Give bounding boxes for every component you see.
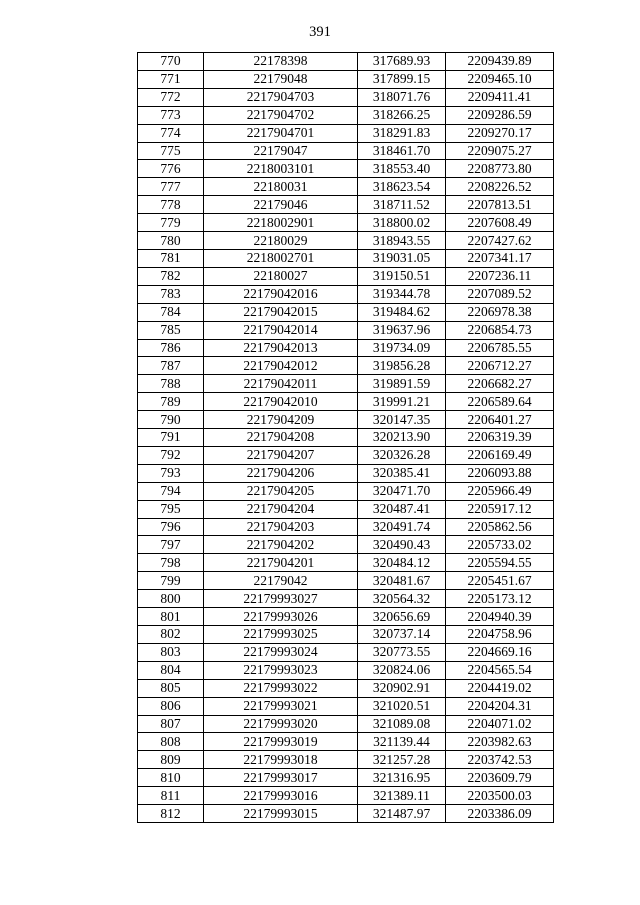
point-id-cell: 22179993024 [204, 643, 358, 661]
x-coordinate-cell: 321389.11 [358, 787, 446, 805]
point-number-cell: 772 [138, 88, 204, 106]
point-id-cell: 2217904204 [204, 500, 358, 518]
x-coordinate-cell: 320824.06 [358, 661, 446, 679]
point-id-cell: 2217904209 [204, 411, 358, 429]
table-row [138, 500, 554, 518]
table-row [138, 411, 554, 429]
table-row [138, 733, 554, 751]
x-coordinate-cell: 321257.28 [358, 751, 446, 769]
table-row [138, 661, 554, 679]
point-number-cell: 805 [138, 679, 204, 697]
x-coordinate-cell: 319150.51 [358, 267, 446, 285]
x-coordinate-cell: 320326.28 [358, 446, 446, 464]
point-id-cell: 2217904202 [204, 536, 358, 554]
point-id-cell: 22179993021 [204, 697, 358, 715]
point-id-cell: 22179042010 [204, 393, 358, 411]
y-coordinate-cell: 2206712.27 [446, 357, 554, 375]
x-coordinate-cell: 318711.52 [358, 196, 446, 214]
point-id-cell: 2217904208 [204, 429, 358, 447]
page-number: 391 [309, 24, 331, 40]
y-coordinate-cell: 2204419.02 [446, 679, 554, 697]
table-row [138, 124, 554, 142]
point-id-cell: 2217904206 [204, 464, 358, 482]
point-number-cell: 784 [138, 303, 204, 321]
y-coordinate-cell: 2205451.67 [446, 572, 554, 590]
point-id-cell: 2217904203 [204, 518, 358, 536]
table-row [138, 751, 554, 769]
y-coordinate-cell: 2206319.39 [446, 429, 554, 447]
x-coordinate-cell: 318943.55 [358, 232, 446, 250]
point-number-cell: 797 [138, 536, 204, 554]
y-coordinate-cell: 2203500.03 [446, 787, 554, 805]
point-id-cell: 22179042016 [204, 285, 358, 303]
table-row [138, 160, 554, 178]
x-coordinate-cell: 318623.54 [358, 178, 446, 196]
table-row [138, 590, 554, 608]
y-coordinate-cell: 2204669.16 [446, 643, 554, 661]
x-coordinate-cell: 320491.74 [358, 518, 446, 536]
x-coordinate-cell: 319031.05 [358, 249, 446, 267]
point-number-cell: 811 [138, 787, 204, 805]
table-row [138, 106, 554, 124]
x-coordinate-cell: 318266.25 [358, 106, 446, 124]
point-id-cell: 22179993015 [204, 805, 358, 823]
table-row [138, 88, 554, 106]
point-number-cell: 800 [138, 590, 204, 608]
point-number-cell: 795 [138, 500, 204, 518]
point-id-cell: 2217904205 [204, 482, 358, 500]
point-number-cell: 777 [138, 178, 204, 196]
point-id-cell: 22179993020 [204, 715, 358, 733]
y-coordinate-cell: 2206169.49 [446, 446, 554, 464]
x-coordinate-cell: 318071.76 [358, 88, 446, 106]
x-coordinate-cell: 320385.41 [358, 464, 446, 482]
y-coordinate-cell: 2206978.38 [446, 303, 554, 321]
table-row [138, 375, 554, 393]
y-coordinate-cell: 2203982.63 [446, 733, 554, 751]
point-id-cell: 22179046 [204, 196, 358, 214]
table-row [138, 249, 554, 267]
point-number-cell: 796 [138, 518, 204, 536]
x-coordinate-cell: 319344.78 [358, 285, 446, 303]
point-id-cell: 22179042012 [204, 357, 358, 375]
y-coordinate-cell: 2208226.52 [446, 178, 554, 196]
y-coordinate-cell: 2204204.31 [446, 697, 554, 715]
y-coordinate-cell: 2209075.27 [446, 142, 554, 160]
table-row [138, 518, 554, 536]
coordinates-table [137, 52, 554, 823]
point-number-cell: 785 [138, 321, 204, 339]
point-number-cell: 771 [138, 70, 204, 88]
table-row [138, 697, 554, 715]
point-number-cell: 803 [138, 643, 204, 661]
point-id-cell: 22179042013 [204, 339, 358, 357]
table-row [138, 393, 554, 411]
table-row [138, 787, 554, 805]
table-row [138, 464, 554, 482]
point-id-cell: 22178398 [204, 53, 358, 71]
table-row [138, 446, 554, 464]
y-coordinate-cell: 2205966.49 [446, 482, 554, 500]
point-id-cell: 22179993022 [204, 679, 358, 697]
y-coordinate-cell: 2207608.49 [446, 214, 554, 232]
x-coordinate-cell: 321020.51 [358, 697, 446, 715]
point-number-cell: 782 [138, 267, 204, 285]
x-coordinate-cell: 321089.08 [358, 715, 446, 733]
y-coordinate-cell: 2206401.27 [446, 411, 554, 429]
point-number-cell: 773 [138, 106, 204, 124]
point-id-cell: 2217904207 [204, 446, 358, 464]
y-coordinate-cell: 2204940.39 [446, 608, 554, 626]
y-coordinate-cell: 2206785.55 [446, 339, 554, 357]
y-coordinate-cell: 2206589.64 [446, 393, 554, 411]
point-number-cell: 790 [138, 411, 204, 429]
point-id-cell: 2218002701 [204, 249, 358, 267]
table-row [138, 232, 554, 250]
point-id-cell: 22180031 [204, 178, 358, 196]
y-coordinate-cell: 2206854.73 [446, 321, 554, 339]
x-coordinate-cell: 320490.43 [358, 536, 446, 554]
point-number-cell: 807 [138, 715, 204, 733]
point-id-cell: 2217904201 [204, 554, 358, 572]
y-coordinate-cell: 2209439.89 [446, 53, 554, 71]
x-coordinate-cell: 320773.55 [358, 643, 446, 661]
x-coordinate-cell: 317899.15 [358, 70, 446, 88]
point-number-cell: 794 [138, 482, 204, 500]
x-coordinate-cell: 318291.83 [358, 124, 446, 142]
x-coordinate-cell: 320213.90 [358, 429, 446, 447]
y-coordinate-cell: 2203386.09 [446, 805, 554, 823]
point-number-cell: 789 [138, 393, 204, 411]
point-id-cell: 22179042011 [204, 375, 358, 393]
point-number-cell: 808 [138, 733, 204, 751]
x-coordinate-cell: 320656.69 [358, 608, 446, 626]
y-coordinate-cell: 2208773.80 [446, 160, 554, 178]
x-coordinate-cell: 320471.70 [358, 482, 446, 500]
point-id-cell: 22179042 [204, 572, 358, 590]
x-coordinate-cell: 321139.44 [358, 733, 446, 751]
x-coordinate-cell: 319991.21 [358, 393, 446, 411]
table-row [138, 608, 554, 626]
point-id-cell: 22179993026 [204, 608, 358, 626]
table-row [138, 643, 554, 661]
point-id-cell: 22179993017 [204, 769, 358, 787]
point-number-cell: 786 [138, 339, 204, 357]
point-id-cell: 2218003101 [204, 160, 358, 178]
y-coordinate-cell: 2205862.56 [446, 518, 554, 536]
y-coordinate-cell: 2206682.27 [446, 375, 554, 393]
point-number-cell: 775 [138, 142, 204, 160]
y-coordinate-cell: 2205173.12 [446, 590, 554, 608]
point-number-cell: 787 [138, 357, 204, 375]
y-coordinate-cell: 2207427.62 [446, 232, 554, 250]
y-coordinate-cell: 2209270.17 [446, 124, 554, 142]
point-number-cell: 792 [138, 446, 204, 464]
point-number-cell: 804 [138, 661, 204, 679]
table-row [138, 536, 554, 554]
x-coordinate-cell: 317689.93 [358, 53, 446, 71]
point-number-cell: 781 [138, 249, 204, 267]
y-coordinate-cell: 2207236.11 [446, 267, 554, 285]
table-row [138, 285, 554, 303]
point-number-cell: 778 [138, 196, 204, 214]
table-row [138, 339, 554, 357]
table-row [138, 53, 554, 71]
point-id-cell: 22179042014 [204, 321, 358, 339]
y-coordinate-cell: 2205594.55 [446, 554, 554, 572]
point-number-cell: 788 [138, 375, 204, 393]
point-number-cell: 779 [138, 214, 204, 232]
table-row [138, 178, 554, 196]
point-id-cell: 22179042015 [204, 303, 358, 321]
x-coordinate-cell: 318800.02 [358, 214, 446, 232]
x-coordinate-cell: 319484.62 [358, 303, 446, 321]
x-coordinate-cell: 321316.95 [358, 769, 446, 787]
point-number-cell: 783 [138, 285, 204, 303]
x-coordinate-cell: 320487.41 [358, 500, 446, 518]
point-id-cell: 22180029 [204, 232, 358, 250]
table-row [138, 626, 554, 644]
table-row [138, 715, 554, 733]
point-number-cell: 780 [138, 232, 204, 250]
point-number-cell: 793 [138, 464, 204, 482]
point-number-cell: 809 [138, 751, 204, 769]
y-coordinate-cell: 2205917.12 [446, 500, 554, 518]
y-coordinate-cell: 2204758.96 [446, 626, 554, 644]
point-id-cell: 22179993025 [204, 626, 358, 644]
point-id-cell: 2218002901 [204, 214, 358, 232]
point-number-cell: 806 [138, 697, 204, 715]
x-coordinate-cell: 318461.70 [358, 142, 446, 160]
point-number-cell: 799 [138, 572, 204, 590]
point-id-cell: 2217904701 [204, 124, 358, 142]
x-coordinate-cell: 320481.67 [358, 572, 446, 590]
table-row [138, 769, 554, 787]
y-coordinate-cell: 2204071.02 [446, 715, 554, 733]
point-number-cell: 774 [138, 124, 204, 142]
x-coordinate-cell: 319856.28 [358, 357, 446, 375]
y-coordinate-cell: 2207341.17 [446, 249, 554, 267]
point-id-cell: 22179993016 [204, 787, 358, 805]
x-coordinate-cell: 320902.91 [358, 679, 446, 697]
point-number-cell: 812 [138, 805, 204, 823]
table-row [138, 267, 554, 285]
x-coordinate-cell: 318553.40 [358, 160, 446, 178]
table-row [138, 142, 554, 160]
point-id-cell: 22179993019 [204, 733, 358, 751]
point-number-cell: 810 [138, 769, 204, 787]
y-coordinate-cell: 2203742.53 [446, 751, 554, 769]
point-id-cell: 22179993023 [204, 661, 358, 679]
point-number-cell: 791 [138, 429, 204, 447]
y-coordinate-cell: 2207813.51 [446, 196, 554, 214]
point-number-cell: 776 [138, 160, 204, 178]
y-coordinate-cell: 2203609.79 [446, 769, 554, 787]
x-coordinate-cell: 320147.35 [358, 411, 446, 429]
point-number-cell: 801 [138, 608, 204, 626]
y-coordinate-cell: 2206093.88 [446, 464, 554, 482]
point-id-cell: 2217904703 [204, 88, 358, 106]
table-row [138, 482, 554, 500]
point-id-cell: 2217904702 [204, 106, 358, 124]
y-coordinate-cell: 2209465.10 [446, 70, 554, 88]
x-coordinate-cell: 319637.96 [358, 321, 446, 339]
table-row [138, 70, 554, 88]
point-id-cell: 22179048 [204, 70, 358, 88]
table-row [138, 321, 554, 339]
table-row [138, 572, 554, 590]
point-number-cell: 798 [138, 554, 204, 572]
point-number-cell: 802 [138, 626, 204, 644]
table-row [138, 805, 554, 823]
point-id-cell: 22179993018 [204, 751, 358, 769]
table-row [138, 554, 554, 572]
y-coordinate-cell: 2209411.41 [446, 88, 554, 106]
y-coordinate-cell: 2205733.02 [446, 536, 554, 554]
table-row [138, 303, 554, 321]
table-row [138, 679, 554, 697]
point-id-cell: 22180027 [204, 267, 358, 285]
coordinates-table-body [138, 53, 554, 823]
x-coordinate-cell: 320484.12 [358, 554, 446, 572]
point-number-cell: 770 [138, 53, 204, 71]
table-row [138, 214, 554, 232]
x-coordinate-cell: 320737.14 [358, 626, 446, 644]
y-coordinate-cell: 2207089.52 [446, 285, 554, 303]
x-coordinate-cell: 319891.59 [358, 375, 446, 393]
table-row [138, 429, 554, 447]
x-coordinate-cell: 320564.32 [358, 590, 446, 608]
y-coordinate-cell: 2204565.54 [446, 661, 554, 679]
y-coordinate-cell: 2209286.59 [446, 106, 554, 124]
x-coordinate-cell: 321487.97 [358, 805, 446, 823]
point-id-cell: 22179047 [204, 142, 358, 160]
table-row [138, 196, 554, 214]
point-id-cell: 22179993027 [204, 590, 358, 608]
x-coordinate-cell: 319734.09 [358, 339, 446, 357]
table-row [138, 357, 554, 375]
